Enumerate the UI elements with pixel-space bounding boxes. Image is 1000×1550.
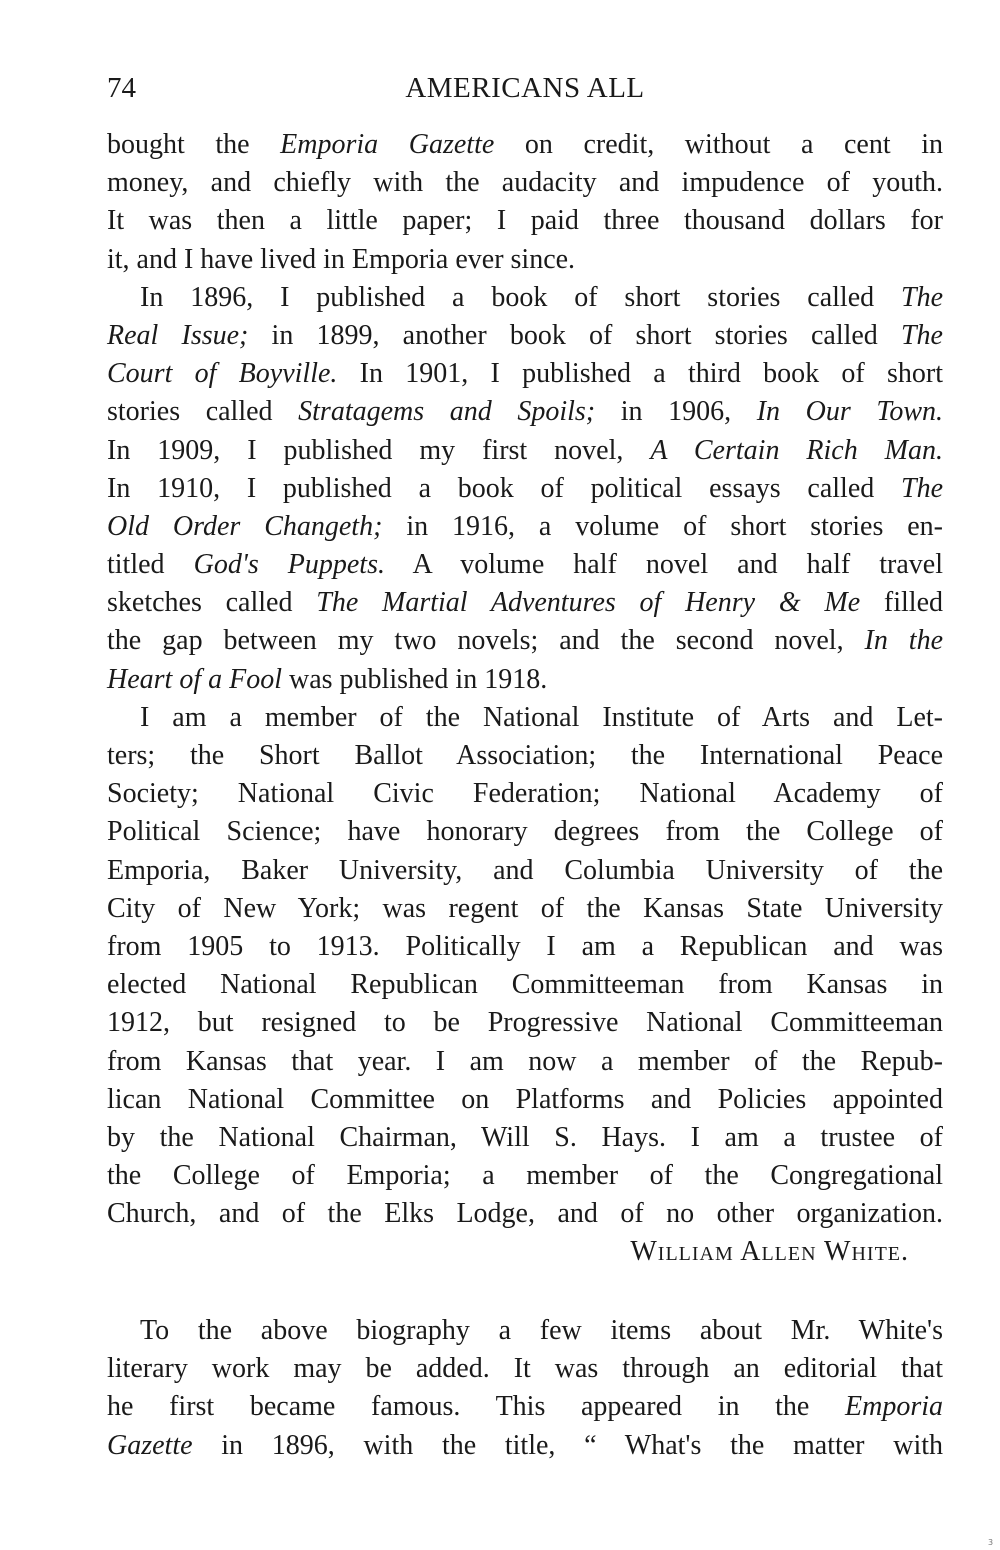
text-line: Heart of a Fool was published in 1918. (107, 663, 548, 695)
text-line: 1912, but resigned to be Progressive National Committeeman (107, 1007, 943, 1039)
text-line: lican National Committee on Platforms and Policies appointed (107, 1083, 943, 1115)
text-line: elected National Republican Committeeman from Kansas in (107, 969, 943, 1001)
text-line: from 1905 to 1913. Politically I am a Republican and was (107, 930, 943, 962)
text-line: Court of Boyville. In 1901, I published a third book of short (107, 358, 944, 390)
text-line: literary work may be added. It was through an editorial that (107, 1353, 943, 1385)
text-line: Political Science; have honorary degrees from the College of (107, 816, 943, 848)
text-line: the College of Emporia; a member of the Congregational (107, 1160, 943, 1192)
editorial-note (107, 1312, 943, 1465)
corner-mark: 3 (988, 1538, 994, 1547)
text-line: It was then a little paper; I paid three thousand dollars for (107, 205, 943, 237)
text-line: In 1896, I published a book of short stories called The (140, 281, 943, 313)
text-line: Gazette in 1896, with the title, “ What's the matter with (107, 1429, 943, 1461)
text-line: by the National Chairman, Will S. Hays. I am a trustee of (107, 1121, 943, 1153)
text-line: In 1910, I published a book of political essays called The (107, 472, 943, 504)
running-title: AMERICANS ALL (405, 72, 645, 104)
text-line: money, and chiefly with the audacity and impudence of youth. (107, 167, 943, 199)
text-line: To the above biography a few items about Mr. White's (140, 1315, 943, 1346)
text-line: Old Order Changeth; in 1916, a volume of short stories en- (107, 510, 944, 542)
text-line: titled God's Puppets. A volume half novel and half travel (107, 549, 944, 581)
author-signature: William Allen White. (630, 1236, 909, 1268)
text-line: from Kansas that year. I am now a member of the Repub- (107, 1045, 943, 1077)
text-line: Emporia, Baker University, and Columbia University of the (107, 854, 943, 886)
text-line: sketches called The Martial Adventures of Henry & Me filled (107, 587, 944, 619)
page-number: 74 (107, 72, 136, 104)
text-line: Church, and of the Elks Lodge, and of no other organization. (107, 1198, 943, 1230)
text-line: ters; the Short Ballot Association; the International Peace (107, 740, 943, 771)
text-line: City of New York; was regent of the Kansas State University (107, 892, 943, 924)
text-line: Real Issue; in 1899, another book of short stories called The (107, 319, 943, 351)
text-line: the gap between my two novels; and the second novel, In the (107, 625, 943, 657)
text-line: In 1909, I published my first novel, A Certain Rich Man. (107, 434, 943, 466)
running-header (107, 72, 943, 112)
text-line: Society; National Civic Federation; National Academy of (107, 778, 943, 810)
text-line: bought the Emporia Gazette on credit, without a cent in (107, 129, 943, 160)
text-line: stories called Stratagems and Spoils; in 1906, In Our Town. (107, 396, 944, 428)
biography-text (107, 126, 943, 1272)
text-line: I am a member of the National Institute of Arts and Let- (140, 701, 943, 733)
text-line: he first became famous. This appeared in the Emporia (107, 1391, 943, 1423)
text-line: it, and I have lived in Emporia ever since. (107, 243, 576, 275)
